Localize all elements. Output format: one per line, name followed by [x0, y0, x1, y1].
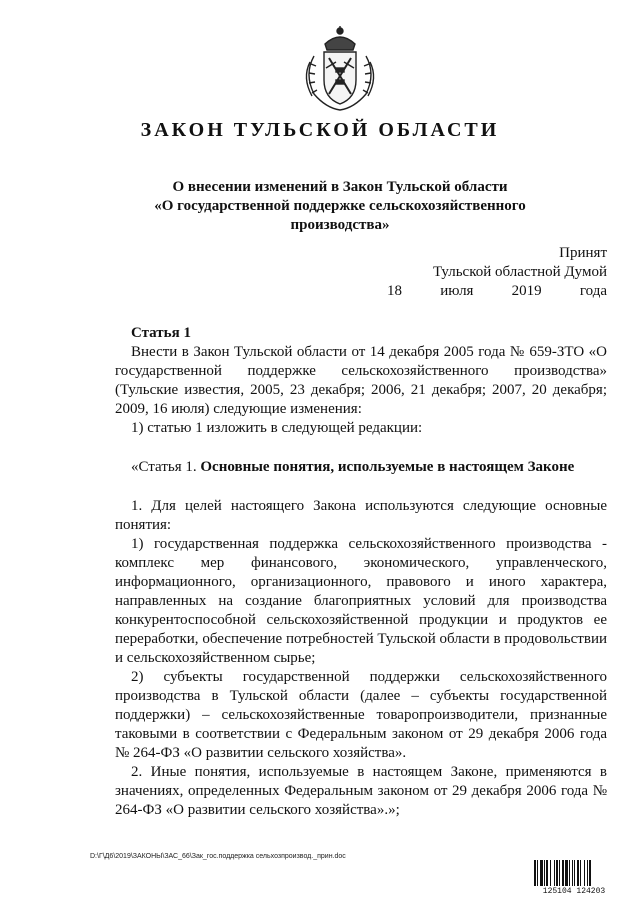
barcode-number: 125104 124203 — [542, 887, 606, 896]
file-path: D:\Г\Д6\2019\ЗАКОНЫ\ЗАС_66\Зак_гос.поддержка сельхозпроизвод._прин.doc — [90, 853, 346, 860]
law-subtitle — [150, 178, 530, 235]
article-intro: Внести в Закон Тульской области от 14 декабря 2005 года № 659-ЗТО «О государственной поддержке сельскохозяйственного производства» (Тульские известия, 2005, 23 декабря; 2006, 21 декабря; 2007, 20 декабря; 2009, 16 июля) следующие изменения: — [115, 344, 607, 417]
law-title: ЗАКОН ТУЛЬСКОЙ ОБЛАСТИ — [140, 119, 500, 141]
adopted-body: Тульской областной Думой — [432, 264, 607, 280]
adopted-month: июля — [440, 283, 474, 299]
article-item-1: 1) статью 1 изложить в следующей редакции: — [131, 420, 423, 436]
subtitle-line: производства» — [290, 217, 390, 233]
quoted-article-heading — [115, 458, 607, 477]
adopted-year: 2019 — [511, 283, 542, 299]
subtitle-line: О внесении изменений в Закон Тульской области — [172, 179, 508, 195]
adopted-word: Принят — [559, 245, 607, 261]
subtitle-line: «О государственной поддержке сельскохозяйственного — [154, 198, 526, 214]
paragraph-2: 2. Иные понятия, используемые в настоящем Законе, применяются в значениях, определенных Федеральным законом от 29 декабря 2006 года № 264-ФЗ «О развитии сельского хозяйства».»; — [115, 764, 607, 818]
paragraph-1-2: 2) субъекты государственной поддержки сельскохозяйственного производства в Тульской области (далее – субъекты государственной поддержки) – сельскохозяйственные товаропроизводители, признанные таковыми в соответствии с Федеральным законом от 29 декабря 2006 года № 264-ФЗ «О развитии сельского хозяйства». — [115, 669, 607, 761]
adopted-date — [387, 282, 607, 301]
adopted-day: 18 — [387, 283, 402, 299]
article-heading: Статья 1 — [131, 325, 191, 341]
barcode-icon — [533, 860, 615, 886]
coat-of-arms-icon — [298, 22, 382, 114]
quoted-article-prefix: «Статья 1. — [131, 459, 201, 475]
article-body — [115, 324, 607, 820]
paragraph-1-1: 1) государственная поддержка сельскохозяйственного производства - комплекс мер финансового, экономического, управленческого, информационного, организационного, правового и иного характера, направленных на создание благоприятных условий для производства конкурентоспособной сельскохозяйственной продукции и продуктов ее переработки, обеспечение потребностей Тульской области в продовольствии и сельскохозяйственном сырье; — [115, 536, 607, 666]
quoted-article-title: Основные понятия, используемые в настоящем Законе — [200, 459, 575, 475]
adoption-block — [387, 244, 607, 301]
adopted-year-word: года — [579, 283, 607, 299]
paragraph-1: 1. Для целей настоящего Закона используются следующие основные понятия: — [115, 498, 607, 533]
